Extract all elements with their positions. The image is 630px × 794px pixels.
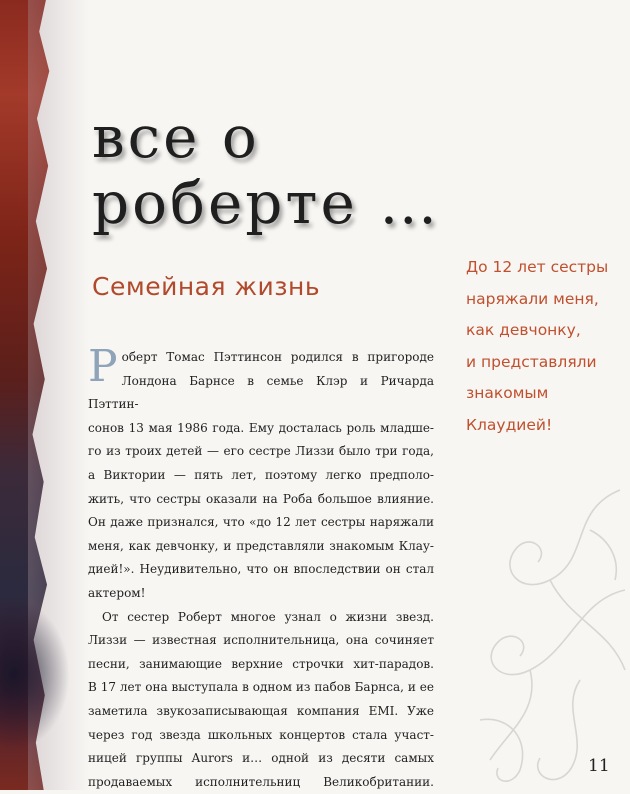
body-line: а Виктории — пять лет, поэтому легко предполо- [88, 467, 434, 482]
pull-quote-line: знакомым [466, 384, 549, 402]
body-line: Лиззи — известная исполнительница, она сочиняет [88, 633, 434, 648]
body-line: ницей группы Aurors и… одной из десяти самых [88, 751, 434, 766]
body-line: песни, занимающие верхние строчки хит-парадов. [88, 656, 434, 671]
pull-quote-line: До 12 лет сестры [466, 258, 609, 276]
edge-shadow-decoration [0, 600, 70, 750]
section-heading: Семейная жизнь [92, 272, 321, 301]
body-line: сонов 13 мая 1986 года. Ему досталась роль младше- [88, 420, 434, 435]
drop-cap: Р [88, 341, 118, 392]
page-title [92, 104, 440, 236]
body-line: Лондона Барнсе в семье Клэр и Ричарда Пэттин- [88, 373, 434, 412]
title-line-1: все о [92, 103, 260, 171]
body-line: дией!». Неудивительно, что он впоследствии он стал [88, 562, 434, 577]
pull-quote-line: и представляли [466, 352, 597, 371]
body-line: жить, что сестры оказали на Роба большое влияние. [88, 491, 434, 506]
body-line: актером! [88, 585, 146, 600]
pull-quote-line: как девчонку, [466, 321, 581, 339]
pull-quote-line: наряжали меня, [466, 289, 599, 308]
body-line: От сестер Роберт многое узнал о жизни звезд. [102, 609, 434, 624]
body-line: через год звезда школьных концертов стала участ- [88, 727, 434, 742]
body-line: го из троих детей — его сестре Лиззи было три года, [88, 444, 434, 459]
floral-ornament [420, 470, 630, 790]
page-number: 11 [588, 756, 610, 776]
body-line: меня, как девчонку, и представляли знакомым Клау- [88, 538, 434, 553]
body-line: Он даже признался, что «до 12 лет сестры наряжали [88, 515, 434, 530]
body-line: оберт Томас Пэттинсон родился в пригороде [121, 350, 434, 364]
pull-quote-line: Клаудией! [466, 415, 553, 434]
body-line: продаваемых исполнительниц Великобритании. [88, 774, 434, 789]
body-line: В 17 лет она выступала в одном из пабов Барнса, и ее [88, 680, 434, 695]
paragraph-2 [88, 606, 434, 794]
body-line: заметила звукозаписывающая компания EMI. Уже [88, 703, 434, 718]
article-body [88, 341, 434, 794]
pull-quote [466, 252, 616, 441]
paragraph-1 [88, 341, 434, 606]
title-line-2: роберте … [92, 169, 441, 237]
